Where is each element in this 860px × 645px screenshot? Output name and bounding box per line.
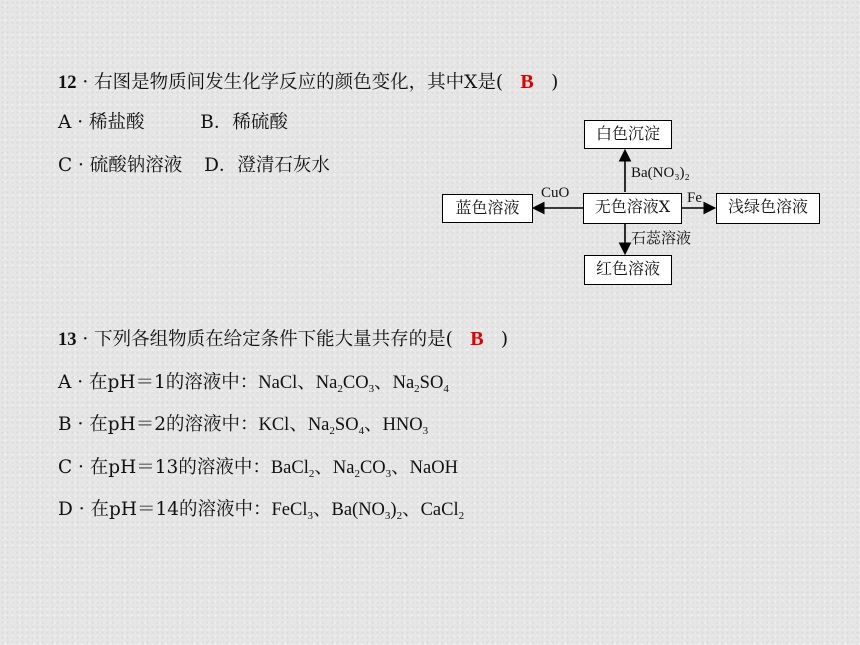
q12-option-c: C · 硫酸钠溶液 bbox=[58, 155, 183, 176]
q13-stem bbox=[58, 326, 508, 353]
q13-option-b-prefix: B · 在pH＝2的溶液中： bbox=[58, 414, 259, 435]
q12-option-b: B．稀硫酸 bbox=[200, 112, 288, 133]
box-red-solution: 红色溶液 bbox=[584, 255, 672, 285]
q13-answer: B bbox=[470, 328, 484, 350]
q13-option-a bbox=[58, 370, 449, 396]
q13-dot: · bbox=[82, 329, 89, 350]
q12-option-a: A · 稀盐酸 bbox=[58, 112, 145, 133]
label-ba-no3-2: Ba(NO₃)₂ bbox=[631, 165, 690, 181]
q13-option-b-formula: KCl、$Na_2SO_4$、$HNO_3$ bbox=[258, 415, 429, 437]
box-white-precipitate: 白色沉淀 bbox=[584, 120, 672, 149]
q12-answer: B bbox=[520, 71, 534, 93]
q12-dot: · bbox=[82, 72, 89, 93]
q12-option-d: D．澄清石灰水 bbox=[204, 155, 330, 176]
q13-option-d-formula: FeCl$_3$、$Ba(NO_3)_2$、CaCl$_2$ bbox=[271, 500, 465, 522]
q12-number: 12 bbox=[58, 73, 77, 93]
box-colorless-solution-x: 无色溶液X bbox=[583, 193, 682, 224]
label-litmus: 石蕊溶液 bbox=[631, 231, 692, 247]
box-light-green-solution: 浅绿色溶液 bbox=[716, 193, 820, 224]
q13-question: 下列各组物质在给定条件下能大量共存的是( bbox=[94, 329, 453, 350]
q13-option-c bbox=[58, 455, 458, 481]
q12-close-paren: ) bbox=[551, 72, 559, 93]
q12-question: 右图是物质间发生化学反应的颜色变化，其中X是( bbox=[94, 72, 504, 93]
label-cuo: CuO bbox=[541, 185, 570, 201]
q13-option-d bbox=[58, 497, 464, 523]
q13-option-a-prefix: A · 在pH＝1的溶液中： bbox=[58, 372, 259, 393]
diagram-arrows bbox=[0, 0, 860, 300]
q13-option-b bbox=[58, 412, 428, 438]
q13-close-paren: ) bbox=[500, 329, 509, 350]
q13-option-a-formula: NaCl、$Na_2CO_3$、$Na_2SO_4$ bbox=[258, 373, 449, 395]
label-fe: Fe bbox=[687, 190, 702, 206]
q13-option-d-prefix: D · 在pH＝14的溶液中： bbox=[58, 499, 272, 520]
q13-number: 13 bbox=[58, 330, 77, 350]
q13-option-c-formula: BaCl$_2$、$Na_2CO_3$、NaOH bbox=[270, 458, 458, 480]
q13-option-c-prefix: C · 在pH＝13的溶液中： bbox=[58, 457, 271, 478]
box-blue-solution: 蓝色溶液 bbox=[442, 194, 533, 223]
reaction-diagram bbox=[0, 0, 860, 300]
